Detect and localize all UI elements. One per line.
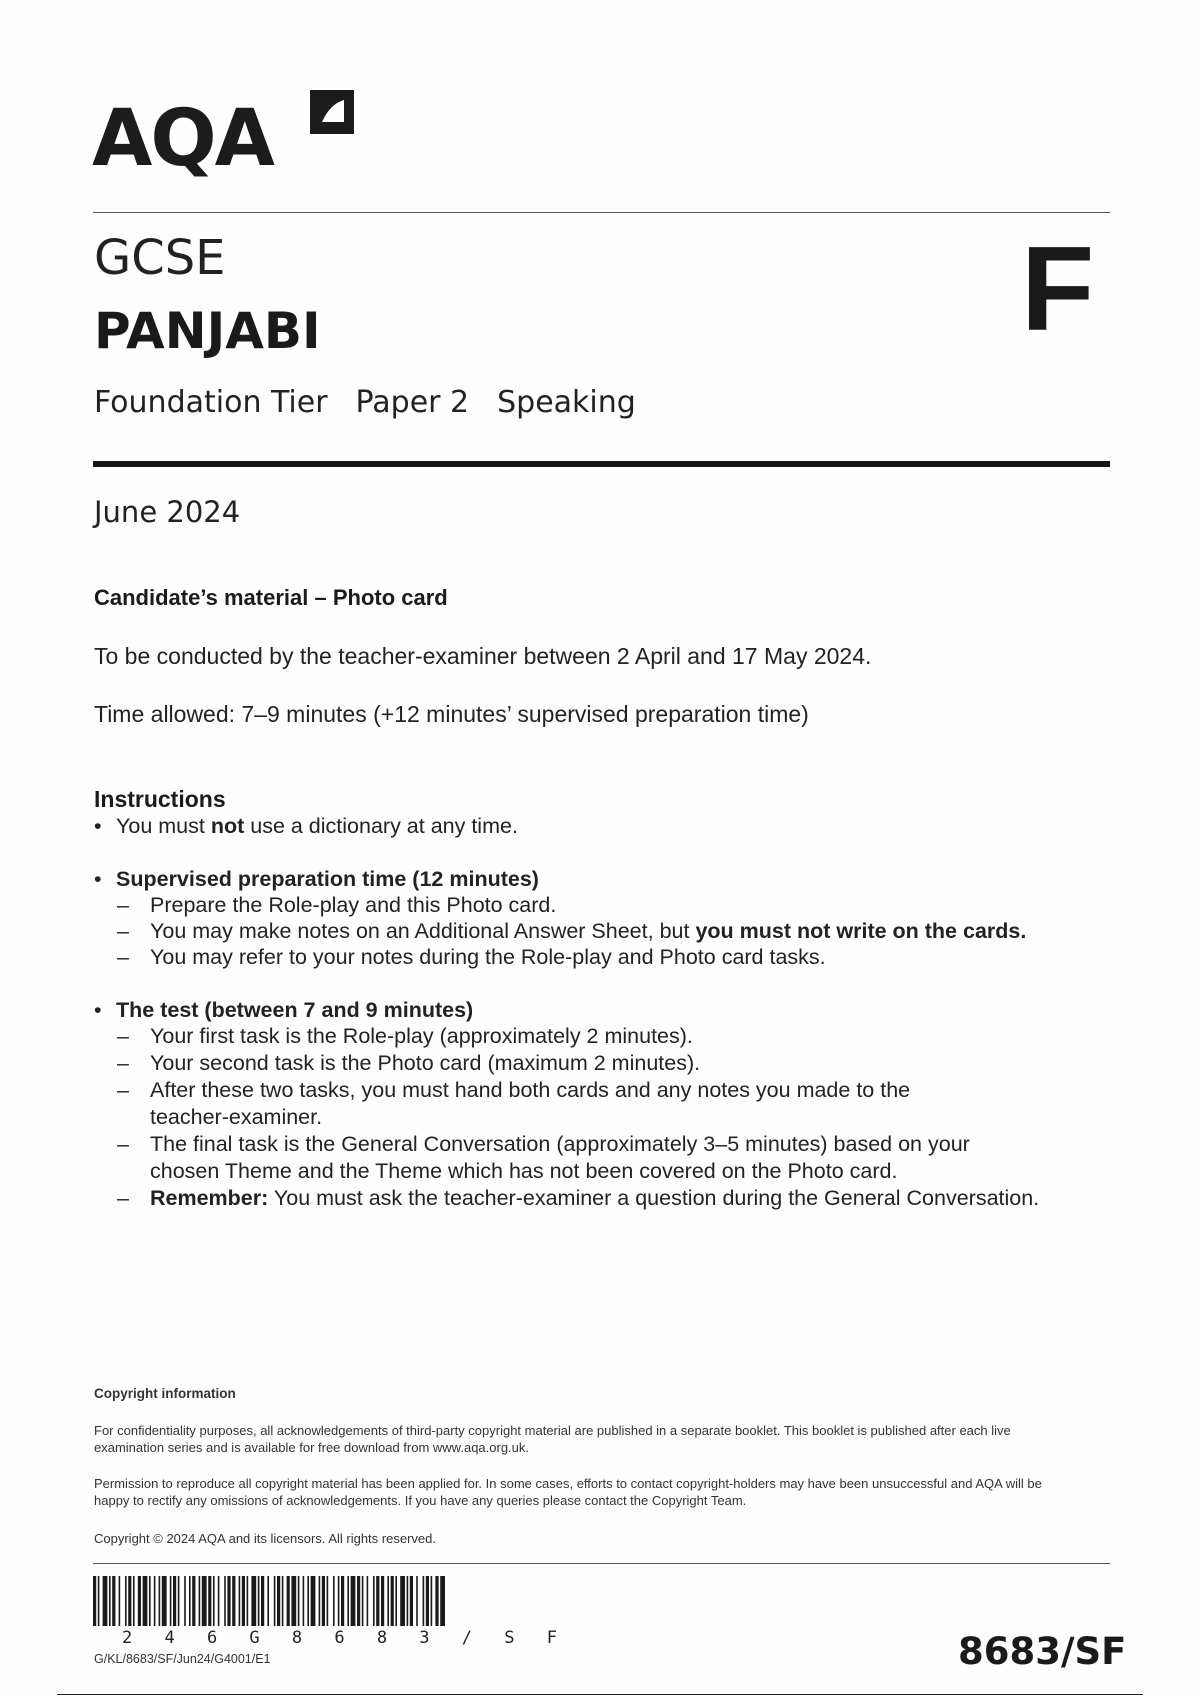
prep-item: – You may make notes on an Additional Answer Sheet, but you must not write on the cards. [117, 919, 1027, 943]
instructions-heading: Instructions [94, 786, 226, 812]
header-divider-thick [93, 461, 1110, 467]
page-bottom-edge [57, 1694, 1143, 1695]
test-heading: • The test (between 7 and 9 minutes) [94, 998, 474, 1022]
conduct-statement: To be conducted by the teacher-examiner between 2 April and 17 May 2024. [94, 643, 872, 669]
tier-label: Foundation Tier [94, 385, 328, 420]
copyright-paragraph: For confidentiality purposes, all acknowledgements of third-party copyright material are published in a separate booklet. This booklet is published after each live examination series and is available for free download from www.aqa.org.uk. [94, 1423, 1011, 1455]
header-divider-top [93, 212, 1110, 213]
copyright-heading: Copyright information [94, 1386, 236, 1401]
paper-number: Paper 2 [355, 385, 470, 420]
logo-leaf-icon [304, 86, 356, 138]
copyright-paragraph: Copyright © 2024 AQA and its licensors. All rights reserved. [94, 1531, 436, 1546]
document-reference: G/KL/8683/SF/Jun24/G4001/E1 [94, 1652, 271, 1666]
test-item: – The final task is the General Conversation (approximately 3–5 minutes) based on your chosen Theme and the Theme which has not been covered on the Photo card. [117, 1132, 970, 1183]
aqa-logo [92, 86, 354, 182]
instruction-dictionary: • You must not use a dictionary at any time. [94, 814, 518, 838]
bullet-icon: • [94, 998, 102, 1022]
bullet-icon: • [94, 867, 102, 891]
time-allowed: Time allowed: 7–9 minutes (+12 minutes’ supervised preparation time) [94, 701, 809, 727]
material-title: Candidate’s material – Photo card [94, 585, 448, 610]
paper-details [94, 385, 664, 420]
footer-divider [93, 1563, 1110, 1564]
test-item: – Your first task is the Role-play (approximately 2 minutes). [117, 1024, 693, 1048]
barcode-digits: 2 4 6 G 8 6 8 3 / S F [122, 1628, 568, 1648]
exam-date: June 2024 [94, 495, 241, 529]
copyright-paragraph: Permission to reproduce all copyright material has been applied for. In some cases, efforts to contact copyright-holders may have been unsuccessful and AQA will be happy to rectify any omissions of acknowledgements. If you have any queries please contact the Copyright Team. [94, 1476, 1042, 1508]
prep-heading: • Supervised preparation time (12 minutes) [94, 867, 539, 891]
subject-title: PANJABI [94, 302, 321, 360]
bullet-icon: • [94, 814, 102, 838]
prep-item: – You may refer to your notes during the Role-play and Photo card tasks. [117, 945, 826, 969]
test-item: – After these two tasks, you must hand both cards and any notes you made to the teacher-examiner. [117, 1078, 911, 1129]
tier-letter: F [1021, 222, 1095, 356]
component-label: Speaking [497, 385, 636, 420]
qualification-title: GCSE [94, 230, 226, 286]
logo-wordmark: AQA [92, 94, 274, 184]
test-item: – Your second task is the Photo card (maximum 2 minutes). [117, 1051, 701, 1075]
paper-code: 8683/SF [958, 1630, 1127, 1673]
barcode [93, 1576, 445, 1626]
test-item: – Remember: You must ask the teacher-examiner a question during the General Conversation. [117, 1186, 1040, 1210]
prep-item: – Prepare the Role-play and this Photo card. [117, 893, 557, 917]
